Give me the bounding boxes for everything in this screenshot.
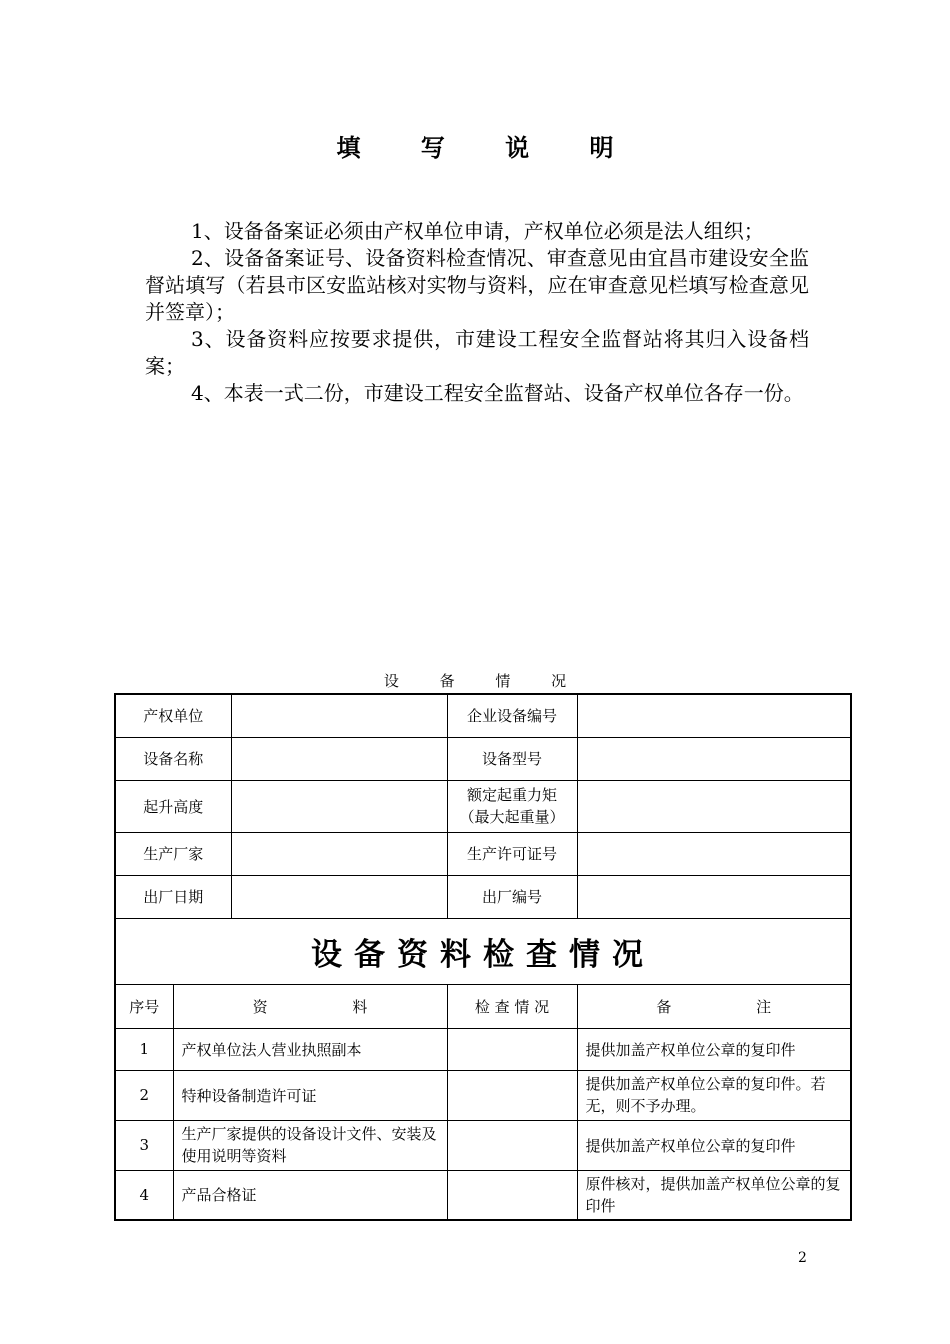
rated-moment-label [447,780,577,832]
lift-height-field[interactable] [231,780,447,832]
material-header: 资 料 [173,984,447,1028]
table-row [115,1028,851,1070]
manufacture-date-field[interactable] [231,875,447,918]
row-seq: 2 [115,1070,173,1120]
check-header: 检 查 情 况 [447,984,577,1028]
equipment-row [115,780,851,832]
instruction-item: 3、设备资料应按要求提供，市建设工程安全监督站将其归入设备档案； [145,327,809,378]
instruction-item: 1、设备备案证必须由产权单位申请，产权单位必须是法人组织； [191,219,764,243]
table-row [115,1170,851,1220]
row-check-field[interactable] [447,1070,577,1120]
row-check-field[interactable] [447,1028,577,1070]
lift-height-label: 起升高度 [115,780,231,832]
equipment-name-label: 设备名称 [115,737,231,780]
manufacturer-field[interactable] [231,832,447,875]
page-title: 填 写 说 明 [336,133,640,162]
row-material: 生产厂家提供的设备设计文件、安装及使用说明等资料 [173,1120,447,1170]
row-seq: 3 [115,1120,173,1170]
page-number: 2 [798,1250,807,1266]
row-note: 提供加盖产权单位公章的复印件 [577,1120,851,1170]
equipment-model-label: 设备型号 [447,737,577,780]
instruction-item: 2、设备备案证号、设备资料检查情况、审查意见由宜昌市建设安全监督站填写（若县市区安监站核对实物与资料，应在审查意见栏填写检查意见并签章）； [145,246,809,324]
equipment-row [115,737,851,780]
seq-header: 序号 [115,984,173,1028]
license-number-label: 生产许可证号 [447,832,577,875]
serial-number-label: 出厂编号 [447,875,577,918]
license-number-field[interactable] [577,832,851,875]
owner-unit-label: 产权单位 [115,694,231,737]
equipment-row [115,694,851,737]
row-note: 提供加盖产权单位公章的复印件 [577,1028,851,1070]
row-material: 产品合格证 [173,1170,447,1220]
serial-number-field[interactable] [577,875,851,918]
owner-unit-field[interactable] [231,694,447,737]
manufacture-date-label: 出厂日期 [115,875,231,918]
equipment-row [115,832,851,875]
equipment-number-field[interactable] [577,694,851,737]
rated-moment-label-line2: （最大起重量） [459,808,565,826]
row-note: 原件核对，提供加盖产权单位公章的复印件 [577,1170,851,1220]
row-material: 产权单位法人营业执照副本 [173,1028,447,1070]
instructions [145,218,809,407]
equipment-name-field[interactable] [231,737,447,780]
inspection-heading-row [115,918,851,984]
equipment-number-label: 企业设备编号 [447,694,577,737]
row-check-field[interactable] [447,1170,577,1220]
row-note: 提供加盖产权单位公章的复印件。若无，则不予办理。 [577,1070,851,1120]
row-check-field[interactable] [447,1120,577,1170]
row-seq: 4 [115,1170,173,1220]
equipment-caption: 设 备 情 况 [383,672,585,690]
equipment-model-field[interactable] [577,737,851,780]
rated-moment-label-line1: 额定起重力矩 [467,786,558,804]
table-row [115,1070,851,1120]
inspection-heading: 设备资料检查情况 [115,918,851,984]
equipment-row [115,875,851,918]
row-material: 特种设备制造许可证 [173,1070,447,1120]
table-row [115,1120,851,1170]
equipment-form-table [114,693,852,1221]
note-header: 备 注 [577,984,851,1028]
instruction-item: 4、本表一式二份，市建设工程安全监督站、设备产权单位各存一份。 [191,381,804,405]
rated-moment-field[interactable] [577,780,851,832]
row-seq: 1 [115,1028,173,1070]
inspection-header-row [115,984,851,1028]
manufacturer-label: 生产厂家 [115,832,231,875]
